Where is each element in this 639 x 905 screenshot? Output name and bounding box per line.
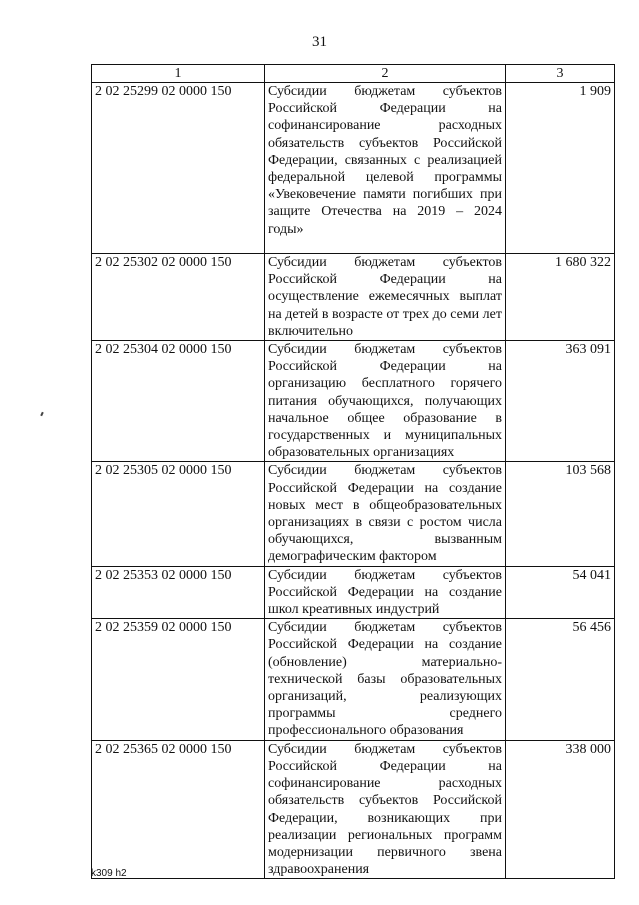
row-description: Субсидии бюджетам субъектов Российской Федерации на создание новых мест в общеобразовательных организациях в связи с ростом числа обучающихся, вызванным демографическим фактором [265, 462, 506, 566]
row-amount: 1 680 322 [506, 254, 615, 341]
row-description: Субсидии бюджетам субъектов Российской Федерации на осуществление ежемесячных выплат на детей в возрасте от трех до семи лет включительно [265, 254, 506, 341]
table-row [92, 619, 615, 740]
row-code: 2 02 25299 02 0000 150 [92, 83, 265, 254]
row-description: Субсидии бюджетам субъектов Российской Федерации на софинансирование расходных обязательств субъектов Российской Федерации, возникающих при реализации региональных программ модернизации первичного звена здравоохранения [265, 740, 506, 879]
row-code: 2 02 25304 02 0000 150 [92, 341, 265, 462]
row-description: Субсидии бюджетам субъектов Российской Федерации на создание школ креативных индустрий [265, 566, 506, 619]
column-header-amount: 3 [506, 65, 615, 83]
row-amount: 363 091 [506, 341, 615, 462]
page-number: 31 [312, 34, 327, 50]
table-row [92, 83, 615, 254]
row-description: Субсидии бюджетам субъектов Российской Федерации на создание (обновление) материально-технической базы образовательных организаций, реализующих программы среднего профессионального образования [265, 619, 506, 740]
table-header-row [92, 65, 615, 83]
row-description: Субсидии бюджетам субъектов Российской Федерации на софинансирование расходных обязательств субъектов Российской Федерации, связанных с реализацией федеральной целевой программы «Увековечение памяти погибших при защите Отечества на 2019 – 2024 годы» [265, 83, 506, 254]
row-amount: 1 909 [506, 83, 615, 254]
column-header-code: 1 [92, 65, 265, 83]
document-footer-code: k309 h2 [91, 868, 127, 879]
table-row [92, 462, 615, 566]
table-row [92, 254, 615, 341]
row-code: 2 02 25302 02 0000 150 [92, 254, 265, 341]
row-code: 2 02 25305 02 0000 150 [92, 462, 265, 566]
scan-speck [40, 412, 44, 416]
row-code: 2 02 25359 02 0000 150 [92, 619, 265, 740]
row-amount: 56 456 [506, 619, 615, 740]
budget-table [91, 64, 615, 879]
row-code: 2 02 25365 02 0000 150 [92, 740, 265, 879]
row-amount: 54 041 [506, 566, 615, 619]
row-code: 2 02 25353 02 0000 150 [92, 566, 265, 619]
table-row [92, 566, 615, 619]
table-row [92, 341, 615, 462]
row-amount: 338 000 [506, 740, 615, 879]
row-amount: 103 568 [506, 462, 615, 566]
row-description: Субсидии бюджетам субъектов Российской Федерации на организацию бесплатного горячего питания обучающихся, получающих начальное общее образование в государственных и муниципальных образовательных организациях [265, 341, 506, 462]
column-header-description: 2 [265, 65, 506, 83]
table-row [92, 740, 615, 879]
